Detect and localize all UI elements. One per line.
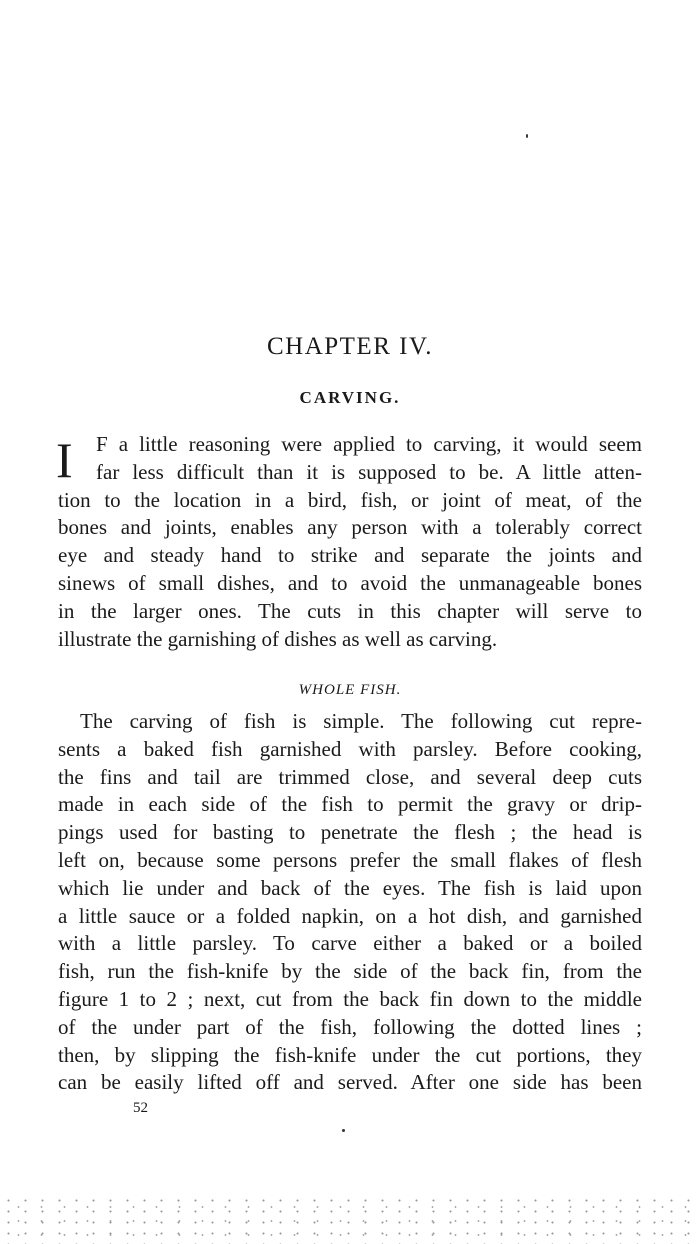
text-line: eye and steady hand to strike and separate the joints and [58, 543, 642, 568]
text-line: far less difficult than it is supposed to be. A little atten- [96, 459, 642, 484]
text-line: which lie under and back of the eyes. The fish is laid upon [58, 875, 642, 900]
chapter-heading: CHAPTER IV. [266, 333, 434, 360]
text-line: then, by slipping the fish-knife under the cut portions, they [58, 1042, 642, 1067]
intro-paragraph [58, 431, 642, 653]
scan-speck [526, 134, 528, 138]
text-line: sents a baked fish garnished with parsley. Before cooking, [58, 736, 642, 761]
text-line: the fins and tail are trimmed close, and several deep cuts [58, 764, 642, 789]
fish-paragraph [58, 708, 642, 1097]
text-line: sinews of small dishes, and to avoid the unmanageable bones [58, 570, 642, 595]
section-heading: CARVING. [299, 388, 401, 407]
text-line: tion to the location in a bird, fish, or joint of meat, of the [58, 487, 642, 512]
text-line: illustrate the garnishing of dishes as well as carving. [58, 626, 498, 651]
text-line: fish, run the fish-knife by the side of the back fin, from the [58, 959, 642, 984]
text-line: a little sauce or a folded napkin, on a hot dish, and garnished [58, 903, 642, 928]
text-line: in the larger ones. The cuts in this chapter will serve to [58, 598, 642, 623]
scan-speck [342, 1129, 345, 1132]
text-line: The carving of fish is simple. The following cut repre- [80, 709, 642, 733]
text-line: bones and joints, enables any person with a tolerably correct [58, 515, 642, 540]
text-line: made in each side of the fish to permit the gravy or drip- [58, 792, 642, 817]
text-line: with a little parsley. To carve either a baked or a boiled [58, 931, 642, 956]
text-line: pings used for basting to penetrate the flesh ; the head is [58, 820, 642, 845]
page-number: 52 [133, 1100, 148, 1116]
text-line: left on, because some persons prefer the small flakes of flesh [58, 847, 642, 872]
subheading-whole-fish: WHOLE FISH. [298, 682, 402, 698]
drop-cap: I [56, 432, 73, 488]
scan-noise [0, 1195, 700, 1244]
text-line: can be easily lifted off and served. After one side has been [58, 1070, 642, 1095]
text-line: figure 1 to 2 ; next, cut from the back fin down to the middle [58, 986, 642, 1011]
text-line: of the under part of the fish, following the dotted lines ; [58, 1014, 642, 1039]
text-line: F a little reasoning were applied to carving, it would seem [96, 432, 642, 456]
